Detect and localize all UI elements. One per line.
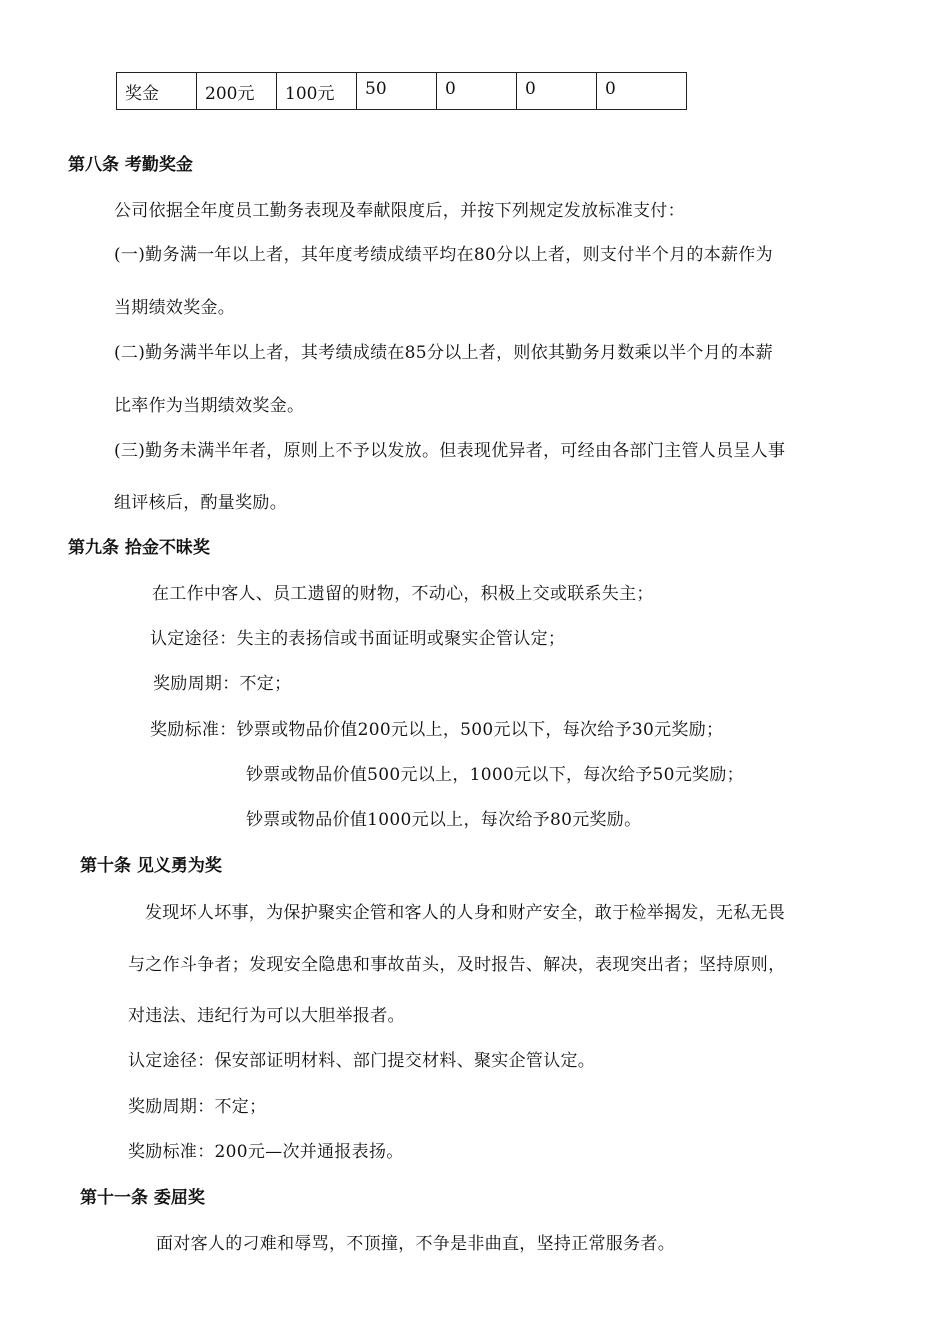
article10-desc-line2: 与之作斗争者；发现安全隐患和事故苗头，及时报告、解决，表现突出者；坚持原则， — [128, 955, 786, 975]
article10-standard: 奖励标准：200元—次并通报表扬。 — [128, 1142, 404, 1162]
table-row — [117, 73, 687, 110]
article10-desc-line1: 发现坏人坏事，为保护聚实企管和客人的人身和财产安全，敢于检举揭发，无私无畏 — [145, 903, 786, 923]
article8-item3-line2: 组评核后，酌量奖励。 — [114, 493, 287, 513]
article11-heading: 第十一条 委屈奖 — [80, 1188, 205, 1208]
article8-intro: 公司依据全年度员工勤务表现及奉献限度后，并按下列规定发放标准支付： — [114, 201, 685, 221]
article9-period: 奖励周期：不定； — [153, 674, 292, 694]
article8-item1-line2: 当期绩效奖金。 — [114, 298, 236, 318]
article10-period: 奖励周期：不定； — [128, 1097, 267, 1117]
table-cell: 奖金 — [117, 73, 197, 110]
table-cell: 0 — [437, 73, 517, 110]
article9-standard3: 钞票或物品价值1000元以上，每次给予80元奖励。 — [246, 810, 642, 830]
article10-desc-line3: 对违法、违纪行为可以大胆举报者。 — [128, 1006, 405, 1026]
article8-item3-line1: (三)勤务未满半年者，原则上不予以发放。但表现优异者，可经由各部门主管人员呈人事 — [114, 441, 786, 461]
article10-route: 认定途径：保安部证明材料、部门提交材料、聚实企管认定。 — [128, 1051, 596, 1071]
article9-standard2: 钞票或物品价值500元以上，1000元以下，每次给予50元奖励； — [246, 765, 744, 785]
article9-route: 认定途径：失主的表扬信或书面证明或聚实企管认定； — [150, 629, 566, 649]
article9-desc: 在工作中客人、员工遗留的财物，不动心，积极上交或联系失主； — [152, 584, 654, 604]
article8-item1-line1: (一)勤务满一年以上者，其年度考绩成绩平均在80分以上者，则支付半个月的本薪作为 — [114, 245, 773, 265]
article9-heading: 第九条 拾金不昧奖 — [68, 538, 210, 558]
article8-item2-line1: (二)勤务满半年以上者，其考绩成绩在85分以上者，则依其勤务月数乘以半个月的本薪 — [114, 343, 773, 363]
table-cell: 100元 — [277, 73, 357, 110]
table-cell: 0 — [597, 73, 687, 110]
table-cell: 0 — [517, 73, 597, 110]
article11-desc: 面对客人的刁难和辱骂，不顶撞，不争是非曲直，坚持正常服务者。 — [156, 1234, 675, 1254]
bonus-table — [116, 72, 687, 110]
article8-heading: 第八条 考勤奖金 — [68, 155, 193, 175]
article8-item2-line2: 比率作为当期绩效奖金。 — [114, 396, 305, 416]
table-cell: 200元 — [197, 73, 277, 110]
table-cell: 50 — [357, 73, 437, 110]
article10-heading: 第十条 见义勇为奖 — [80, 856, 222, 876]
article9-standard1: 奖励标准：钞票或物品价值200元以上，500元以下，每次给予30元奖励； — [150, 720, 724, 740]
